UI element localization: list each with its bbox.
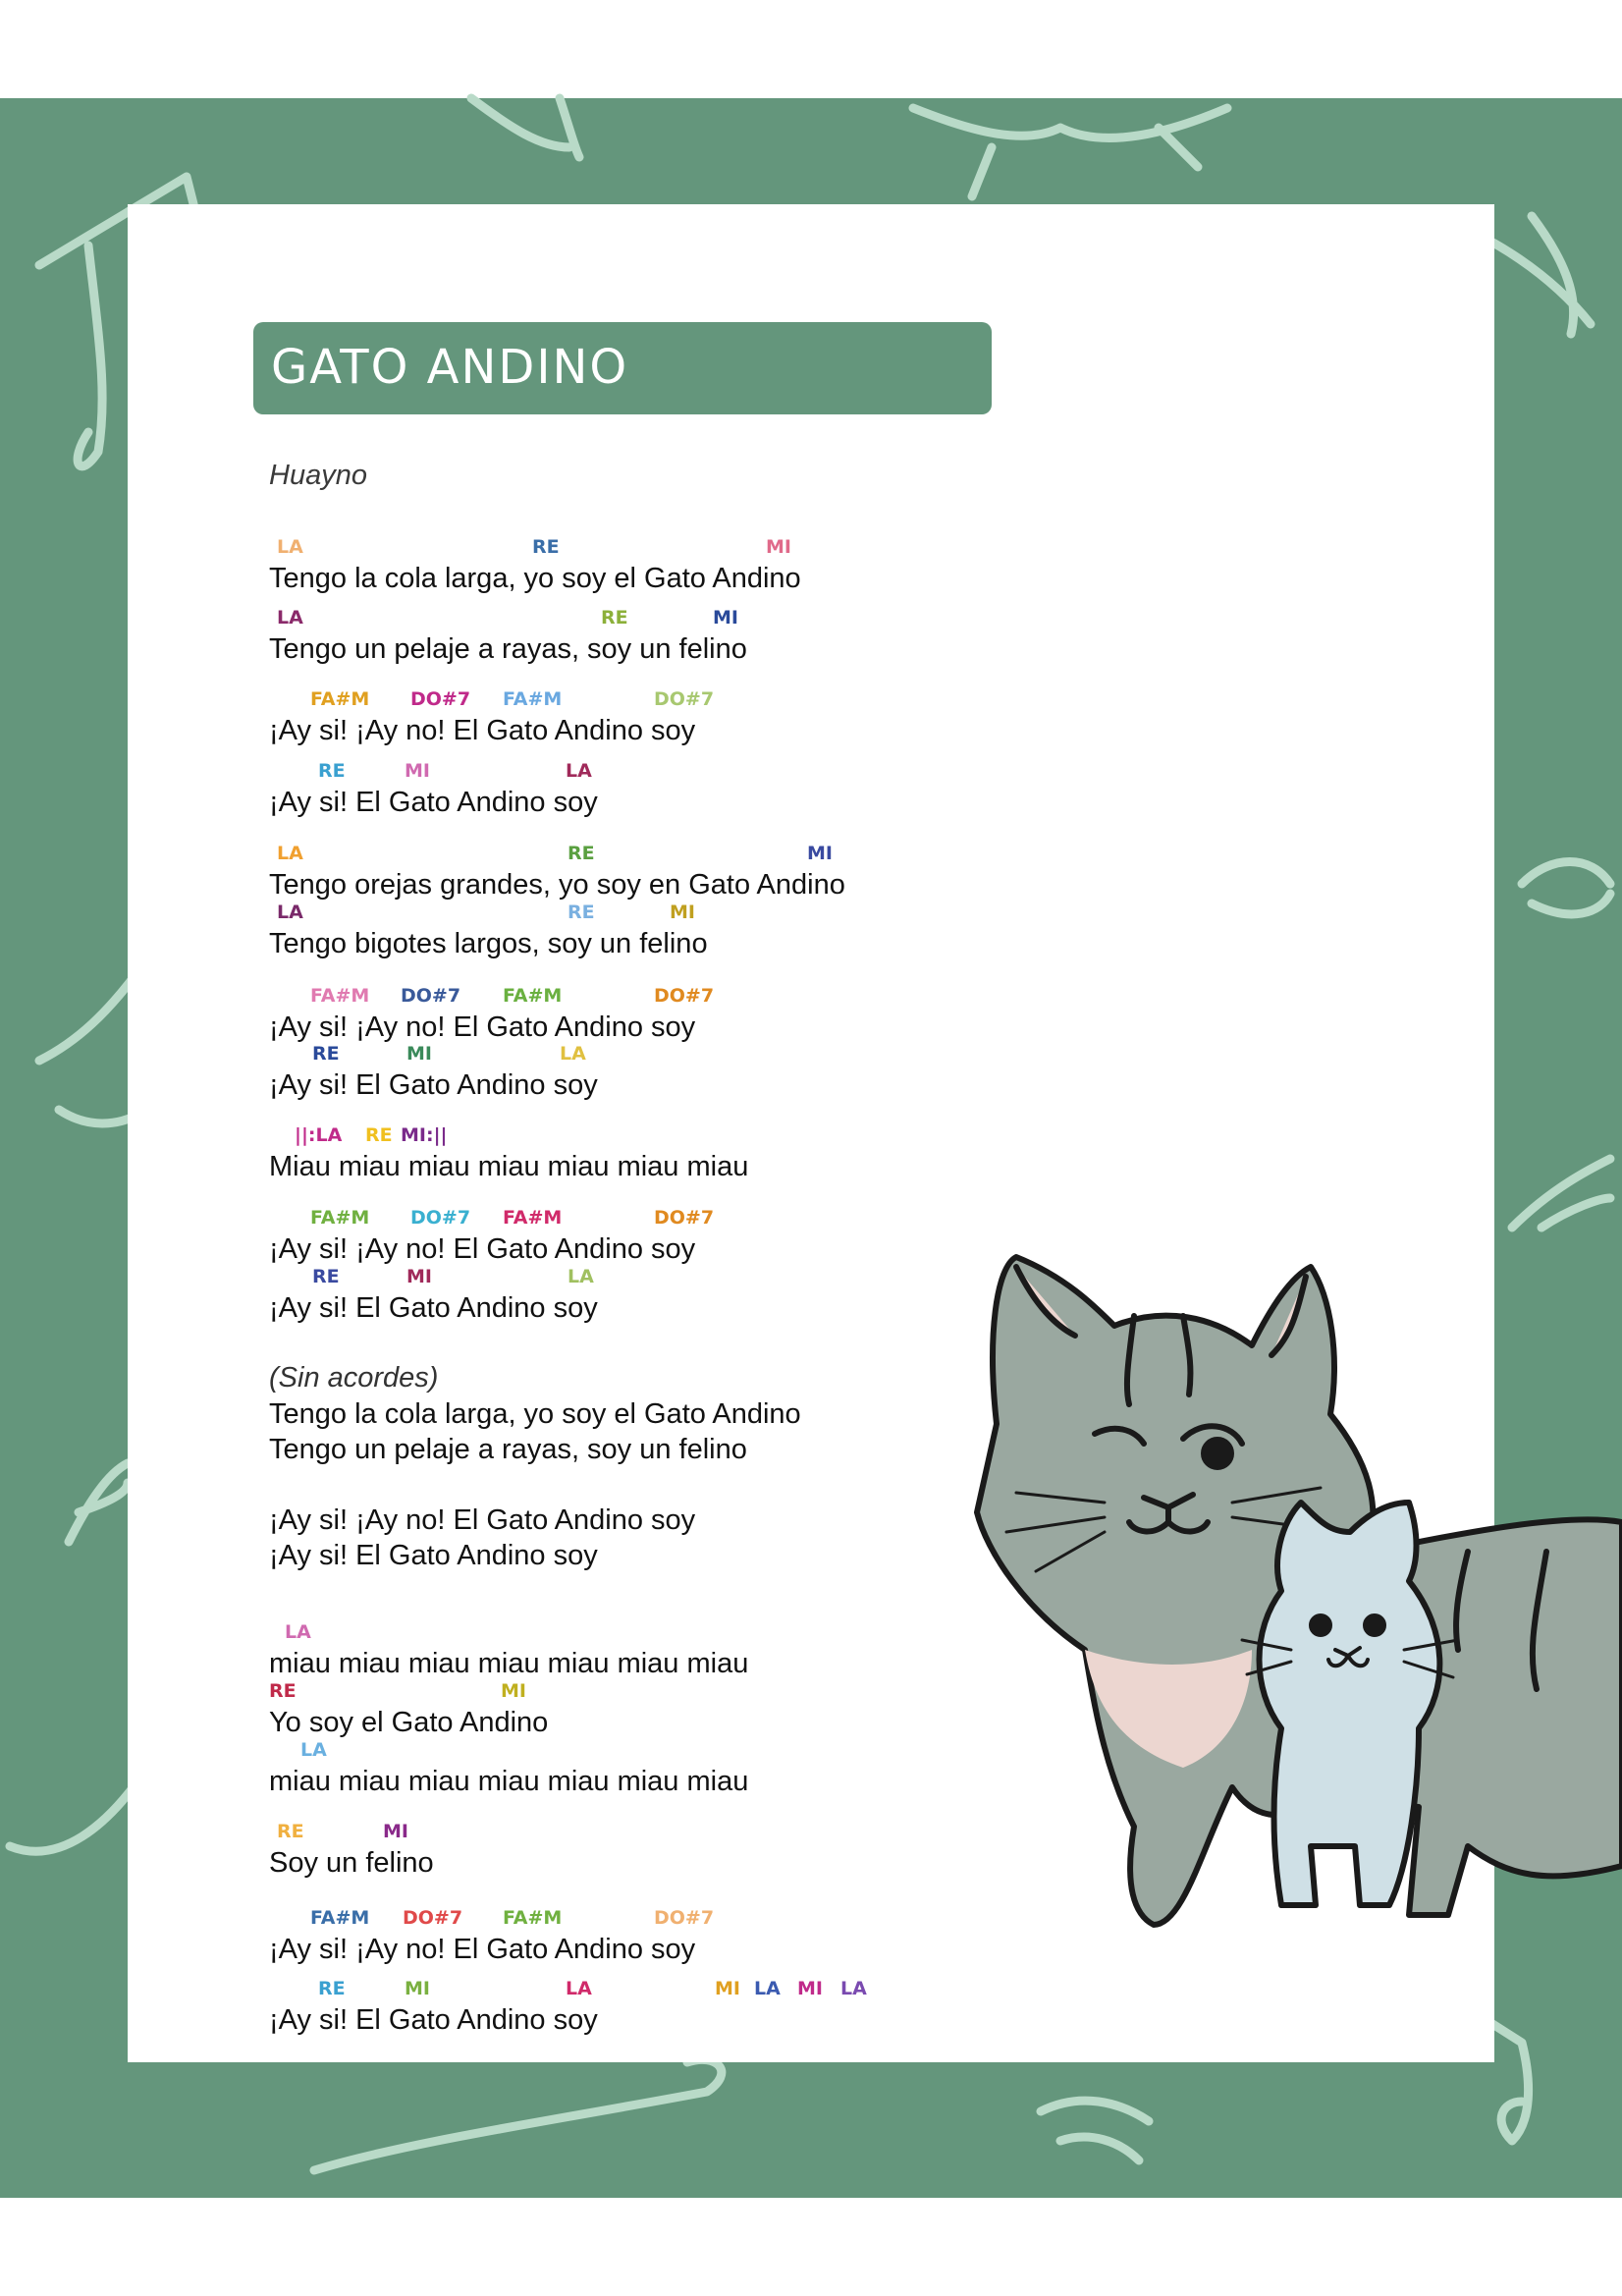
chord-label: RE: [312, 1266, 340, 1287]
chord-label: RE: [269, 1680, 297, 1702]
chord-label: LA: [277, 902, 303, 923]
chord-label: FA#M: [503, 985, 563, 1007]
lyric-line: ¡Ay si! ¡Ay no! El Gato Andino soy: [269, 1504, 696, 1536]
song-genre: Huayno: [269, 460, 367, 491]
chord-label: LA: [285, 1621, 311, 1643]
chord-label: MI: [406, 1043, 432, 1065]
chord-label: DO#7: [410, 1207, 471, 1229]
chord-label: LA: [277, 843, 303, 864]
andean-cat-mother-and-kitten-icon: [957, 1237, 1622, 1944]
chord-label: DO#7: [410, 688, 471, 710]
lyric-line: Tengo bigotes largos, soy un felino: [269, 928, 708, 959]
chord-label: LA: [277, 607, 303, 629]
chord-label: MI:||: [401, 1124, 448, 1146]
chord-label: LA: [300, 1739, 327, 1761]
lyric-line: Miau miau miau miau miau miau miau: [269, 1151, 749, 1182]
chord-label: FA#M: [503, 1907, 563, 1929]
lyric-line: Tengo la cola larga, yo soy el Gato Andino: [269, 1398, 801, 1430]
chord-label: DO#7: [401, 985, 461, 1007]
chord-label: MI: [383, 1821, 408, 1842]
lyric-line: Tengo un pelaje a rayas, soy un felino: [269, 633, 747, 665]
lyric-line: Soy un felino: [269, 1847, 434, 1879]
lyric-line: Yo soy el Gato Andino: [269, 1707, 549, 1738]
chord-label: DO#7: [403, 1907, 463, 1929]
chord-label: LA: [840, 1978, 867, 1999]
lyric-line: ¡Ay si! El Gato Andino soy: [269, 787, 598, 818]
chord-label: FA#M: [503, 688, 563, 710]
lyric-line: Tengo la cola larga, yo soy el Gato Andino: [269, 563, 801, 594]
lyric-line: Tengo orejas grandes, yo soy en Gato Andino: [269, 869, 845, 901]
chord-label: RE: [318, 760, 346, 782]
lyric-line: ¡Ay si! ¡Ay no! El Gato Andino soy: [269, 715, 696, 746]
chord-label: LA: [568, 1266, 594, 1287]
lyric-line: ¡Ay si! ¡Ay no! El Gato Andino soy: [269, 1934, 696, 1965]
chord-label: FA#M: [310, 985, 370, 1007]
chord-label: FA#M: [310, 1207, 370, 1229]
chord-label: DO#7: [654, 688, 715, 710]
chord-label: FA#M: [310, 688, 370, 710]
lyric-line: ¡Ay si! ¡Ay no! El Gato Andino soy: [269, 1011, 696, 1043]
chord-label: MI: [713, 607, 738, 629]
chord-label: RE: [365, 1124, 393, 1146]
chord-label: FA#M: [503, 1207, 563, 1229]
lyric-line: ¡Ay si! ¡Ay no! El Gato Andino soy: [269, 1233, 696, 1265]
chord-label: DO#7: [654, 985, 715, 1007]
chord-label: RE: [568, 902, 595, 923]
chord-label: LA: [566, 760, 592, 782]
chord-label: MI: [405, 760, 430, 782]
chord-label: MI: [405, 1978, 430, 1999]
chord-label: MI: [797, 1978, 823, 1999]
lyric-line: ¡Ay si! El Gato Andino soy: [269, 1540, 598, 1571]
chord-label: DO#7: [654, 1907, 715, 1929]
chord-label: MI: [715, 1978, 740, 1999]
chord-label: LA: [566, 1978, 592, 1999]
chord-label: RE: [312, 1043, 340, 1065]
lyric-line: ¡Ay si! El Gato Andino soy: [269, 1292, 598, 1324]
chord-label: FA#M: [310, 1907, 370, 1929]
chord-label: LA: [754, 1978, 781, 1999]
lyric-line: ¡Ay si! El Gato Andino soy: [269, 2004, 598, 2036]
chord-label: RE: [318, 1978, 346, 1999]
chord-label: ||:LA: [295, 1124, 343, 1146]
chord-label: MI: [807, 843, 833, 864]
chord-label: DO#7: [654, 1207, 715, 1229]
song-title: GATO ANDINO: [271, 340, 629, 395]
chord-label: MI: [766, 536, 791, 558]
chord-label: LA: [560, 1043, 586, 1065]
no-chords-note: (Sin acordes): [269, 1362, 439, 1394]
lyric-line: miau miau miau miau miau miau miau: [269, 1648, 749, 1679]
chord-label: LA: [277, 536, 303, 558]
chord-label: RE: [532, 536, 560, 558]
lyric-line: miau miau miau miau miau miau miau: [269, 1766, 749, 1797]
lyric-line: ¡Ay si! El Gato Andino soy: [269, 1069, 598, 1101]
lyric-line: Tengo un pelaje a rayas, soy un felino: [269, 1434, 747, 1465]
chord-label: MI: [670, 902, 695, 923]
chord-label: RE: [568, 843, 595, 864]
chord-label: RE: [277, 1821, 304, 1842]
chord-label: MI: [406, 1266, 432, 1287]
chord-label: MI: [501, 1680, 526, 1702]
chord-label: RE: [601, 607, 628, 629]
